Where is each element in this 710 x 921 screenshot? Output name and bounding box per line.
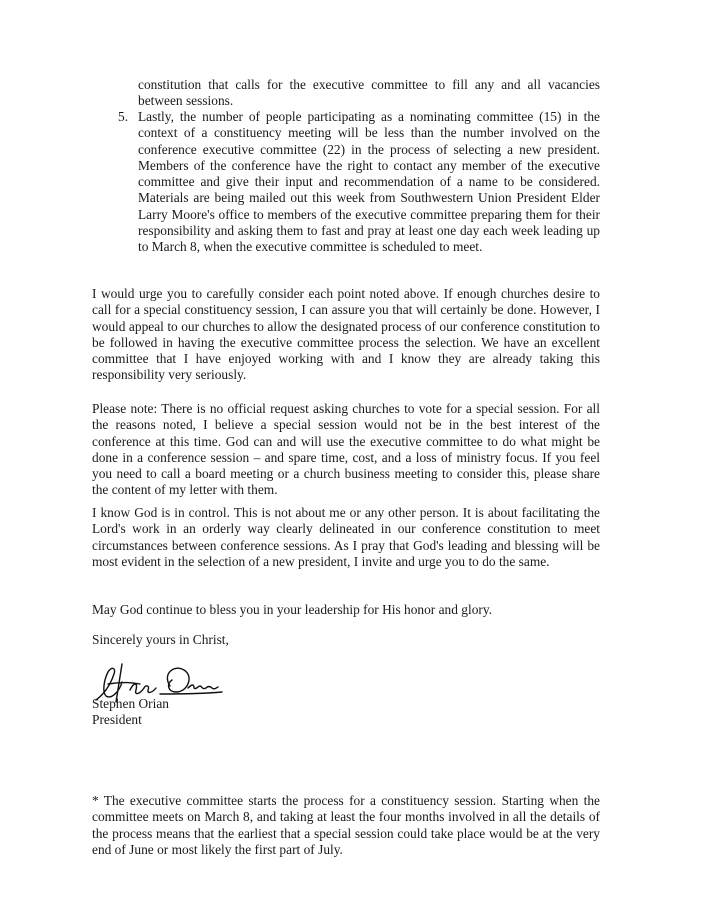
footnote: * The executive committee starts the process for a constituency session. Starting when the committee meets on March 8, and taking at least the four months involved in all the details of the process means that the earliest that a special session could take place would be at the very end of June or most likely the first part of July. xyxy=(92,793,600,857)
list-item-4-continuation: constitution that calls for the executive committee to fill any and all vacancies between sessions. xyxy=(138,77,600,109)
paragraph-urge: I would urge you to carefully consider each point noted above. If enough churches desire to call for a special constituency session, I can assure you that will certainly be done. However, I would appeal to our churches to allow the designated process of our conference constitution to be followed in having the executive committee process the selection. We have an excellent committee that I have enjoyed working with and I know they are already taking this responsibility very seriously. xyxy=(92,286,600,383)
paragraph-please-note: Please note: There is no official request asking churches to vote for a special session. For all the reasons noted, I believe a special session would not be in the best interest of the conference at this time. God can and will use the executive committee to do what might be done in a conference session – and spare time, cost, and a loss of ministry focus. If you feel you need to call a board meeting or a church business meeting to consider this, please share the content of my letter with them. xyxy=(92,401,600,498)
list-item-text: Lastly, the number of people participating as a nominating committee (15) in the context of a constituency meeting will be less than the number involved on the conference executive committee (22) in the process of selecting a new president. Members of the conference have the right to contact any member of the executive committee and give their input and recommendation of a name to be considered. Materials are being mailed out this week from Southwestern Union President Elder Larry Moore's office to members of the executive committee preparing them for their responsibility and asking them to fast and pray at least one day each week leading up to March 8, when the executive committee is scheduled to meet. xyxy=(138,109,600,255)
paragraph-god-in-control: I know God is in control. This is not about me or any other person. It is about facilitating the Lord's work in an orderly way clearly delineated in our conference constitution to meet circumstances between conference sessions. As I pray that God's leading and blessing will be most evident in the selection of a new president, I invite and urge you to do the same. xyxy=(92,505,600,569)
signer-title: President xyxy=(92,712,142,727)
list-item-5 xyxy=(118,109,600,256)
signer-name: Stephen Orian xyxy=(92,696,169,711)
paragraph-blessing: May God continue to bless you in your leadership for His honor and glory. xyxy=(92,602,493,617)
closing-salutation: Sincerely yours in Christ, xyxy=(92,632,229,647)
list-item-number: 5. xyxy=(118,109,129,124)
